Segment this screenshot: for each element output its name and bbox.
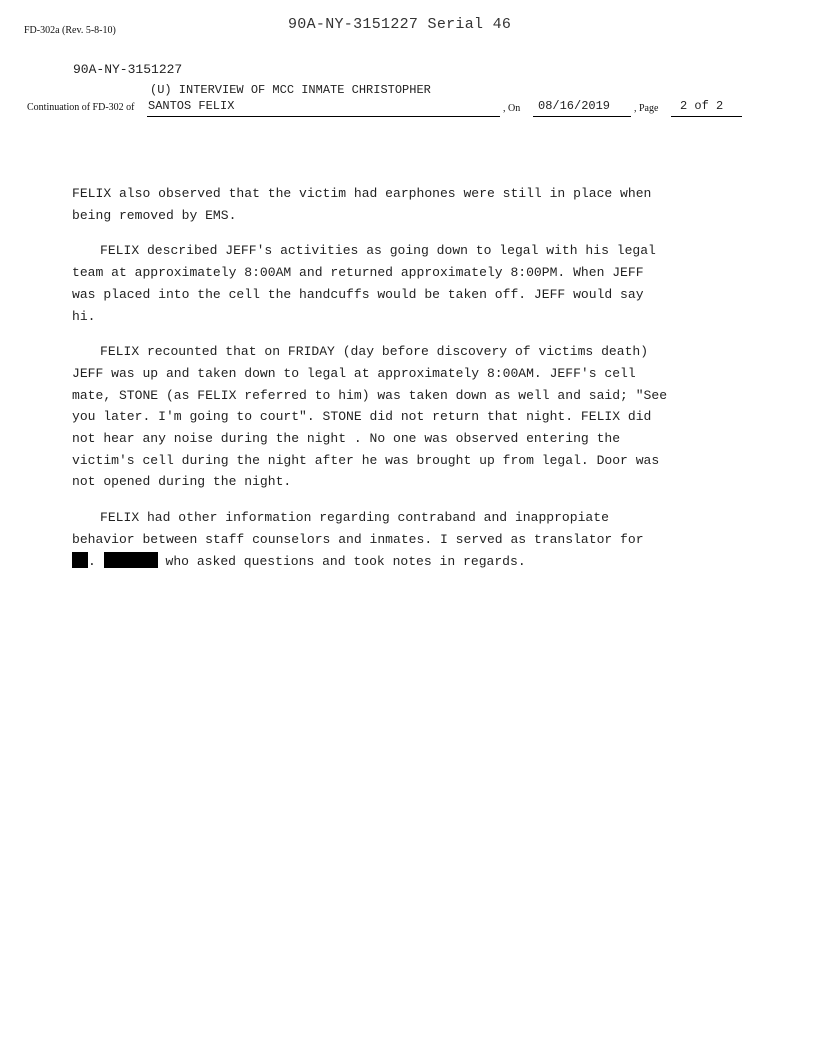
serial-number: 90A-NY-3151227 Serial 46 <box>288 16 512 33</box>
body-line: FELIX recounted that on FRIDAY (day before discovery of victims death) <box>100 344 649 360</box>
date-underline <box>533 116 631 117</box>
body-line: JEFF was up and taken down to legal at approximately 8:00AM. JEFF's cell <box>72 365 636 381</box>
body-line: mate, STONE (as FELIX referred to him) was taken down as well and said; "See <box>72 387 668 403</box>
body-line: not hear any noise during the night . No one was observed entering the <box>72 431 621 447</box>
document-title-line-1: (U) INTERVIEW OF MCC INMATE CHRISTOPHER <box>150 83 431 97</box>
body-line: FELIX described JEFF's activities as going down to legal with his legal <box>100 243 656 259</box>
body-line: team at approximately 8:00AM and returned approximately 8:00PM. When JEFF <box>72 265 644 281</box>
page-number: 2 of 2 <box>680 99 724 113</box>
redaction-block <box>72 552 88 568</box>
paragraph-3 <box>72 341 762 493</box>
body-line: hi. <box>72 308 96 324</box>
body-line: behavior between staff counselors and inmates. I served as translator for <box>72 531 644 547</box>
page-underline <box>671 116 742 117</box>
paragraph-1 <box>72 183 762 226</box>
body-line: FELIX also observed that the victim had earphones were still in place when <box>72 186 652 201</box>
body-line: victim's cell during the night after he was brought up from legal. Door was <box>72 452 660 468</box>
document-body <box>72 183 762 586</box>
redaction-block <box>104 552 158 568</box>
title-underline <box>147 116 500 117</box>
body-line: was placed into the cell the handcuffs would be taken off. JEFF would say <box>72 286 644 302</box>
body-line: FELIX had other information regarding contraband and inappropiate <box>100 510 609 526</box>
body-line: being removed by EMS. <box>72 207 237 223</box>
body-text: who asked questions and took notes in regards. <box>157 553 526 569</box>
body-text: . <box>88 553 96 569</box>
on-label: , On <box>503 103 521 114</box>
body-line: you later. I'm going to court". STONE did not return that night. FELIX did <box>72 409 652 425</box>
page-label: , Page <box>634 103 659 114</box>
paragraph-4 <box>72 507 762 572</box>
body-line: not opened during the night. <box>72 474 292 490</box>
document-title-line-2: SANTOS FELIX <box>148 99 235 113</box>
form-id: FD-302a (Rev. 5-8-10) <box>24 25 116 36</box>
interview-date: 08/16/2019 <box>538 99 611 113</box>
file-number: 90A-NY-3151227 <box>73 62 183 77</box>
paragraph-2 <box>72 240 762 327</box>
continuation-label: Continuation of FD-302 of <box>27 102 135 113</box>
